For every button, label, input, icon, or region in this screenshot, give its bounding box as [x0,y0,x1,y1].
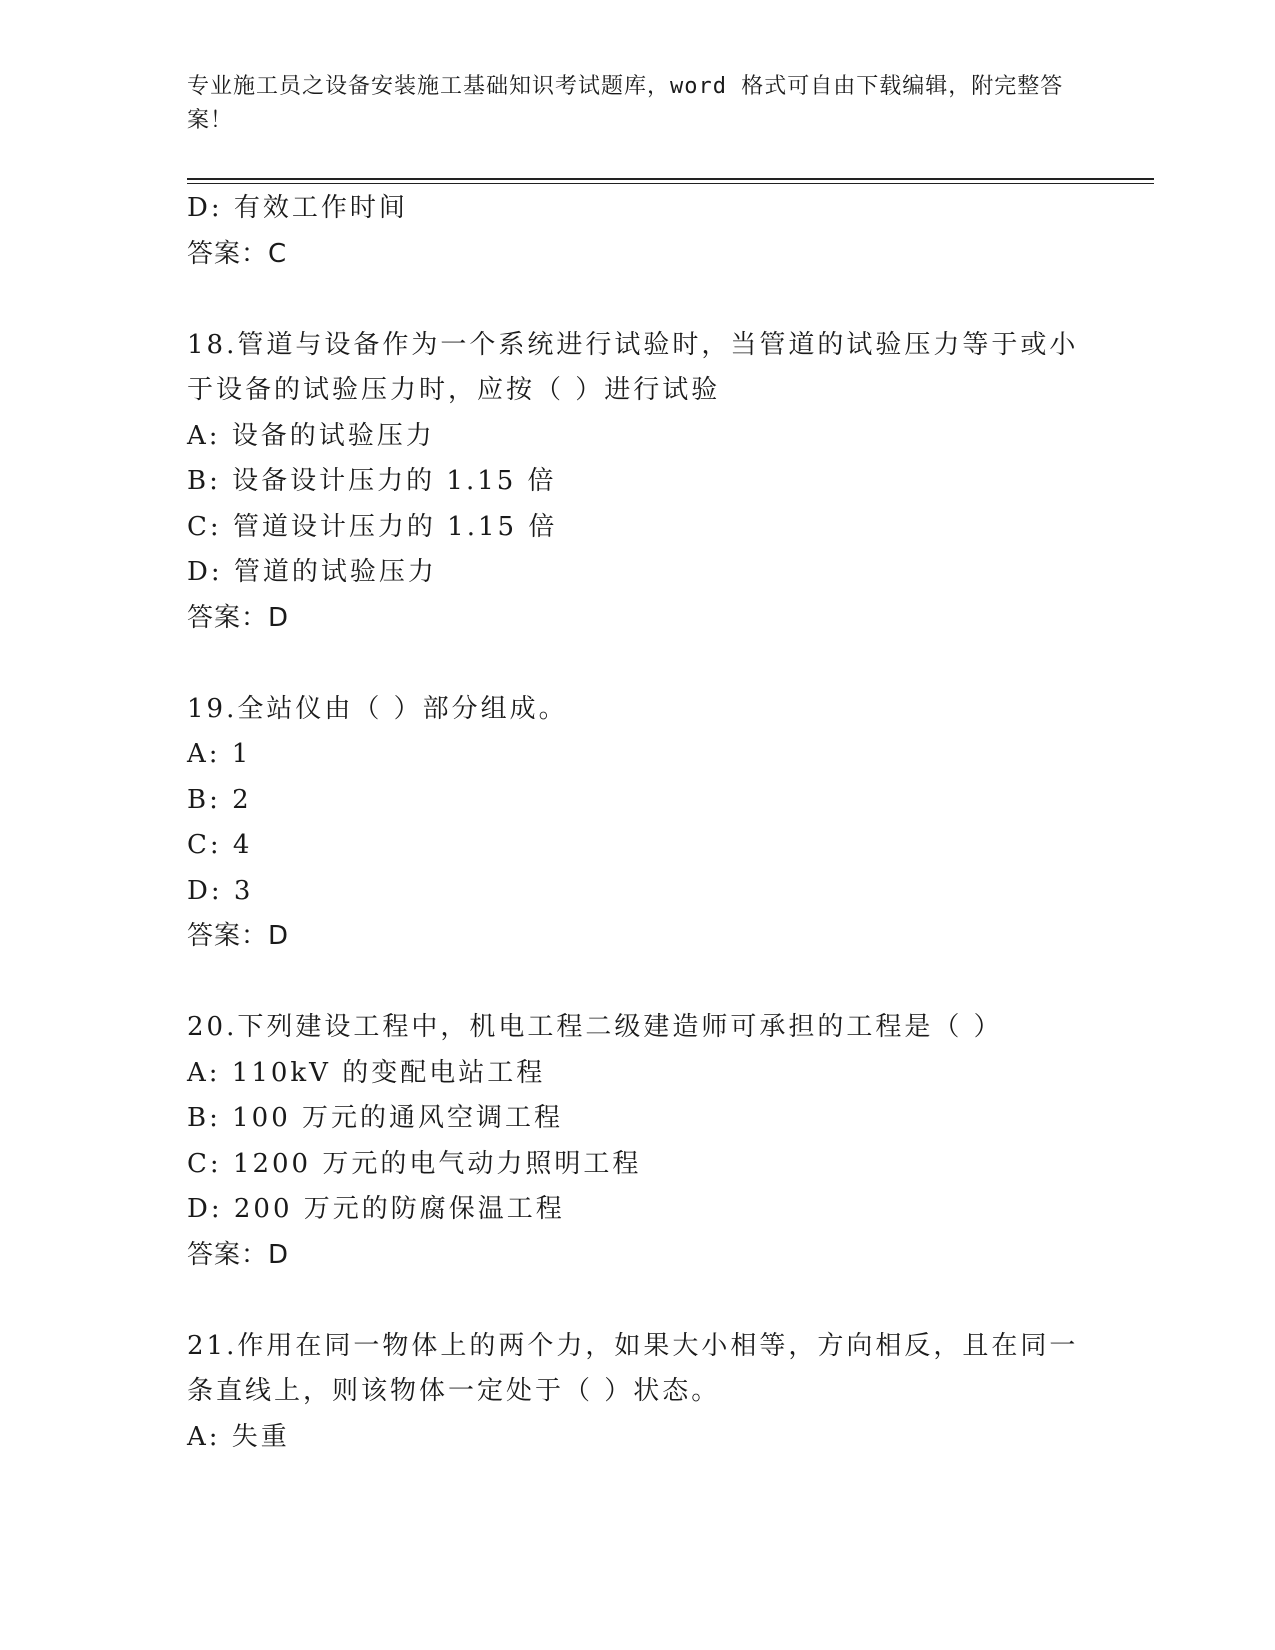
question-stem: 21.作用在同一物体上的两个力，如果大小相等，方向相反，且在同一条直线上，则该物体一定处于（ ）状态。 [187,1330,1079,1406]
option-b: B: 100 万元的通风空调工程 [187,1103,564,1133]
option-c: C: 管道设计压力的 1.15 倍 [187,511,558,542]
question-answer: 答案：D [187,921,290,951]
option-c: C: 1200 万元的电气动力照明工程 [187,1148,642,1179]
question-answer: 答案：D [187,602,290,633]
option-d: D: 3 [187,875,254,906]
question-18 [187,323,1087,642]
option-a: A: 1 [187,739,252,769]
header-divider-thin [187,183,1154,184]
question-stem: 19.全站仪由（ ）部分组成。 [187,693,568,724]
question-answer: 答案：D [187,1239,290,1270]
option-b: B: 设备设计压力的 1.15 倍 [187,466,557,496]
prev-question-option-d: D: 有效工作时间 [187,193,408,223]
option-b: B: 2 [187,784,252,815]
question-list [187,186,1087,1460]
option-d: D: 管道的试验压力 [187,557,437,587]
option-c: C: 4 [187,830,253,860]
question-21 [187,1324,1087,1461]
option-d: D: 200 万元的防腐保温工程 [187,1194,565,1224]
header-divider-thick [187,178,1154,180]
question-20 [187,1005,1087,1278]
prev-question-answer: 答案：C [187,238,288,269]
document-header: 专业施工员之设备安装施工基础知识考试题库，word 格式可自由下载编辑，附完整答案！ [187,74,1064,133]
question-19 [187,687,1087,960]
question-stem: 20.下列建设工程中，机电工程二级建造师可承担的工程是（ ） [187,1012,1003,1042]
option-a: A: 设备的试验压力 [187,420,435,451]
option-a: A: 失重 [187,1421,290,1452]
option-a: A: 110kV 的变配电站工程 [187,1057,546,1088]
question-stem: 18.管道与设备作为一个系统进行试验时，当管道的试验压力等于或小于设备的试验压力时，应按（ ）进行试验 [187,329,1079,405]
